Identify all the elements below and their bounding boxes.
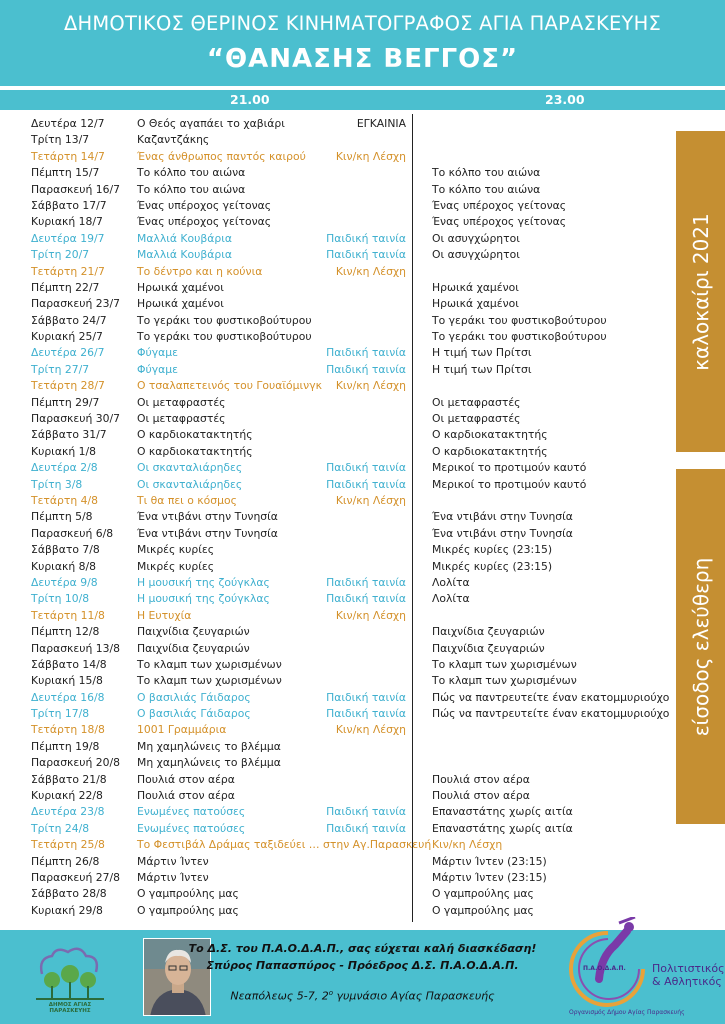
row-date: Κυριακή 29/8	[31, 903, 103, 917]
row-date: Κυριακή 18/7	[31, 215, 103, 229]
row-movie-2100: Ενωμένες πατούσες	[137, 821, 246, 835]
row-movie-2100: Καζαντζάκης	[137, 133, 210, 147]
row-movie-2100: Οι μεταφραστές	[137, 412, 226, 426]
row-movie-2100: Φύγαμε	[137, 346, 178, 360]
row-category-tag: Κιν/κη Λέσχη	[335, 493, 406, 507]
municipality-logo-label: ΔΗΜΟΣ ΑΓΙΑΣ ΠΑΡΑΣΚΕΥΗΣ	[48, 1002, 92, 1014]
row-movie-2100: Μη χαμηλώνεις το βλέμμα	[137, 739, 281, 753]
schedule-row	[0, 247, 680, 263]
row-movie-2300: Ηρωικά χαμένοι	[432, 280, 519, 294]
row-date: Κυριακή 25/7	[31, 330, 103, 344]
schedule-row	[0, 427, 680, 443]
schedule-row	[0, 837, 680, 853]
row-movie-2300: Οι ασυγχώρητοι	[432, 231, 520, 245]
row-movie-2100: Ο καρδιοκατακτητής	[137, 444, 253, 458]
row-date: Πέμπτη 22/7	[31, 280, 100, 294]
schedule-row	[0, 378, 680, 394]
row-movie-2300: Το κόλπο του αιώνα	[432, 166, 541, 180]
row-category-tag: Παιδική ταινία	[326, 575, 406, 589]
row-movie-2300: Λολίτα	[432, 575, 470, 589]
row-movie-2100: Το κόλπο του αιώνα	[137, 182, 246, 196]
schedule-row	[0, 132, 680, 148]
row-date: Παρασκευή 23/7	[31, 297, 121, 311]
row-movie-2100: 1001 Γραμμάρια	[137, 723, 227, 737]
venue-address: Νεαπόλεως 5-7, $2^o$ γυμνάσιο Αγίας Παρασκευής	[230, 989, 495, 1003]
row-movie-2300: Η τιμή των Πρίτσι	[432, 362, 532, 376]
row-movie-2100: Μαλλιά Κουβάρια	[137, 231, 232, 245]
row-date: Τρίτη 13/7	[31, 133, 90, 147]
row-date: Δευτέρα 12/7	[31, 117, 105, 130]
schedule-row	[0, 460, 680, 476]
row-movie-2300: Κιν/κη Λέσχη	[432, 838, 503, 852]
row-date: Δευτέρα 16/8	[31, 690, 105, 704]
row-movie-2300: Ο καρδιοκατακτητής	[432, 444, 548, 458]
row-movie-2100: Το δέντρο και η κούνια	[137, 264, 263, 278]
row-movie-2100: Ο γαμπρούλης μας	[137, 887, 239, 901]
row-movie-2100: Ο Θεός αγαπάει το χαβιάρι	[137, 117, 285, 130]
greeting-text: Το Δ.Σ. του Π.Α.Ο.Δ.Α.Π., σας εύχεται καλή διασκέδαση!	[188, 942, 537, 955]
schedule-row	[0, 526, 680, 542]
row-movie-2100: Ο τσαλαπετεινός του Γουαϊόμινγκ	[137, 379, 322, 393]
row-category-tag: Παιδική ταινία	[326, 805, 406, 819]
row-movie-2100: Παιχνίδια ζευγαριών	[137, 625, 250, 639]
schedule-row	[0, 641, 680, 657]
row-movie-2100: Το Φεστιβάλ Δράμας ταξιδεύει … στην Αγ.Παρασκευή	[137, 838, 432, 852]
row-category-tag: Παιδική ταινία	[326, 477, 406, 491]
row-movie-2100: Το γεράκι του φυστικοβούτυρου	[137, 330, 312, 344]
row-category-tag: Παιδική ταινία	[326, 461, 406, 475]
schedule-row	[0, 821, 680, 837]
row-category-tag: Παιδική ταινία	[326, 362, 406, 376]
row-category-tag: Παιδική ταινία	[326, 707, 406, 721]
schedule-row	[0, 329, 680, 345]
paodap-name-line2: & Αθλητικός	[652, 975, 722, 988]
season-banner	[676, 131, 725, 452]
row-movie-2100: Ενωμένες πατούσες	[137, 805, 246, 819]
row-movie-2300: Το κλαμπ των χωρισμένων	[432, 657, 577, 671]
row-category-tag: Παιδική ταινία	[326, 231, 406, 245]
row-movie-2100: Μικρές κυρίες	[137, 559, 215, 573]
schedule-row	[0, 116, 680, 132]
schedule-row	[0, 624, 680, 640]
schedule-row	[0, 886, 680, 902]
schedule-row	[0, 149, 680, 165]
row-date: Πέμπτη 5/8	[31, 510, 93, 524]
row-movie-2100: Το κόλπο του αιώνα	[137, 166, 246, 180]
row-movie-2300: Ένας υπέροχος γείτονας	[432, 198, 567, 212]
free-entry-label: είσοδος ελεύθερη	[688, 557, 713, 736]
row-date: Πέμπτη 26/8	[31, 854, 100, 868]
row-movie-2100: Ένας άνθρωπος παντός καιρού	[137, 149, 306, 163]
row-movie-2100: Το κλαμπ των χωρισμένων	[137, 674, 282, 688]
row-movie-2300: Μερικοί το προτιμούν καυτό	[432, 461, 587, 475]
schedule-row	[0, 608, 680, 624]
row-movie-2100: Ο βασιλιάς Γάιδαρος	[137, 707, 251, 721]
schedule-row	[0, 706, 680, 722]
row-movie-2300: Ο καρδιοκατακτητής	[432, 428, 548, 442]
row-date: Τετάρτη 28/7	[31, 379, 105, 393]
row-date: Τρίτη 24/8	[31, 821, 90, 835]
row-date: Πέμπτη 15/7	[31, 166, 100, 180]
schedule-row	[0, 182, 680, 198]
schedule-row	[0, 165, 680, 181]
row-date: Τρίτη 20/7	[31, 248, 90, 262]
season-label: καλοκαίρι 2021	[688, 212, 713, 371]
row-category-tag: Κιν/κη Λέσχη	[335, 264, 406, 278]
row-movie-2300: Λολίτα	[432, 592, 470, 606]
schedule-row	[0, 493, 680, 509]
row-movie-2300: Ηρωικά χαμένοι	[432, 297, 519, 311]
row-category-tag: Κιν/κη Λέσχη	[335, 149, 406, 163]
cinema-title: ΔΗΜΟΤΙΚΟΣ ΘΕΡΙΝΟΣ ΚΙΝΗΜΑΤΟΓΡΑΦΟΣ ΑΓΙΑ ΠΑΡΑΣΚΕΥΗΣ	[63, 12, 662, 35]
schedule-row	[0, 854, 680, 870]
showtime-early: 21.00	[230, 92, 270, 107]
schedule-row	[0, 280, 680, 296]
row-movie-2100: Το κλαμπ των χωρισμένων	[137, 657, 282, 671]
row-movie-2100: Η μουσική της ζούγκλας	[137, 575, 270, 589]
row-movie-2300: Πώς να παντρευτείτε έναν εκατομμυριούχο	[432, 690, 670, 704]
schedule-row	[0, 296, 680, 312]
row-movie-2100: Ένας υπέροχος γείτονας	[137, 198, 272, 212]
row-movie-2100: Τι θα πει ο κόσμος	[137, 493, 237, 507]
row-date: Τρίτη 3/8	[31, 477, 83, 491]
row-date: Κυριακή 8/8	[31, 559, 96, 573]
row-movie-2300: Ένα ντιβάνι στην Τυνησία	[432, 510, 573, 524]
row-category-tag: Κιν/κη Λέσχη	[335, 723, 406, 737]
row-movie-2300: Μάρτιν Ίντεν (23:15)	[432, 870, 547, 884]
row-category-tag: Παιδική ταινία	[326, 592, 406, 606]
row-date: Τετάρτη 11/8	[31, 608, 105, 622]
paodap-emblem-icon	[569, 917, 647, 1009]
row-movie-2100: Η μουσική της ζούγκλας	[137, 592, 270, 606]
row-movie-2100: Οι σκανταλιάρηδες	[137, 477, 243, 491]
schedule-row	[0, 444, 680, 460]
row-date: Σάββατο 17/7	[31, 198, 107, 212]
schedule-row	[0, 477, 680, 493]
paodap-abbreviation: Π.Α.Ο.Δ.Α.Π.	[583, 965, 626, 972]
schedule-row	[0, 231, 680, 247]
schedule-row	[0, 542, 680, 558]
row-date: Τετάρτη 25/8	[31, 838, 105, 852]
row-movie-2300: Ο γαμπρούλης μας	[432, 887, 534, 901]
paodap-name-line1: Πολιτιστικός	[652, 962, 725, 975]
schedule-row	[0, 690, 680, 706]
row-movie-2300: Παιχνίδια ζευγαριών	[432, 625, 545, 639]
row-movie-2100: Ένας υπέροχος γείτονας	[137, 215, 272, 229]
row-date: Παρασκευή 30/7	[31, 412, 121, 426]
row-category-tag: Παιδική ταινία	[326, 346, 406, 360]
row-date: Δευτέρα 9/8	[31, 575, 98, 589]
row-date: Σάββατο 24/7	[31, 313, 107, 327]
row-date: Πέμπτη 19/8	[31, 739, 100, 753]
row-movie-2100: Το γεράκι του φυστικοβούτυρου	[137, 313, 312, 327]
showtime-bar	[0, 90, 725, 110]
row-category-tag: Κιν/κη Λέσχη	[335, 379, 406, 393]
schedule-row	[0, 870, 680, 886]
president-credit: Σπύρος Παπασπύρος - Πρόεδρος Δ.Σ. Π.Α.Ο.Δ.Α.Π.	[206, 959, 519, 972]
cinema-name: “ΘΑΝΑΣΗΣ ΒΕΓΓΟΣ”	[206, 44, 519, 74]
row-movie-2300: Παιχνίδια ζευγαριών	[432, 641, 545, 655]
row-movie-2300: Ένας υπέροχος γείτονας	[432, 215, 567, 229]
schedule-row	[0, 395, 680, 411]
row-date: Παρασκευή 27/8	[31, 870, 121, 884]
schedule-row	[0, 214, 680, 230]
row-movie-2300: Μικρές κυρίες (23:15)	[432, 543, 553, 557]
row-date: Κυριακή 15/8	[31, 674, 103, 688]
row-movie-2100: Ηρωικά χαμένοι	[137, 280, 224, 294]
row-date: Παρασκευή 16/7	[31, 182, 121, 196]
row-date: Τετάρτη 18/8	[31, 723, 105, 737]
row-date: Παρασκευή 13/8	[31, 641, 121, 655]
row-movie-2100: Πουλιά στον αέρα	[137, 789, 235, 803]
row-date: Κυριακή 1/8	[31, 444, 96, 458]
row-movie-2300: Πώς να παντρευτείτε έναν εκατομμυριούχο	[432, 707, 670, 721]
row-movie-2100: Ο βασιλιάς Γάιδαρος	[137, 690, 251, 704]
row-date: Τετάρτη 21/7	[31, 264, 105, 278]
row-date: Δευτέρα 23/8	[31, 805, 105, 819]
row-movie-2100: Μάρτιν Ίντεν	[137, 870, 209, 884]
row-movie-2100: Μάρτιν Ίντεν	[137, 854, 209, 868]
row-movie-2300: Το κλαμπ των χωρισμένων	[432, 674, 577, 688]
row-movie-2300: Το γεράκι του φυστικοβούτυρου	[432, 330, 607, 344]
row-movie-2300: Μικρές κυρίες (23:15)	[432, 559, 553, 573]
row-date: Σάββατο 7/8	[31, 543, 100, 557]
schedule-row	[0, 722, 680, 738]
row-category-tag: Παιδική ταινία	[326, 690, 406, 704]
row-date: Τετάρτη 4/8	[31, 493, 99, 507]
row-movie-2100: Φύγαμε	[137, 362, 178, 376]
row-date: Πέμπτη 12/8	[31, 625, 100, 639]
row-movie-2300: Το γεράκι του φυστικοβούτυρου	[432, 313, 607, 327]
row-movie-2300: Επαναστάτης χωρίς αιτία	[432, 821, 573, 835]
row-date: Τρίτη 27/7	[31, 362, 90, 376]
row-movie-2300: Πουλιά στον αέρα	[432, 772, 530, 786]
schedule-row	[0, 411, 680, 427]
row-movie-2300: Οι μεταφραστές	[432, 412, 521, 426]
row-movie-2100: Ένα ντιβάνι στην Τυνησία	[137, 526, 278, 540]
row-movie-2300: Μάρτιν Ίντεν (23:15)	[432, 854, 547, 868]
schedule-row	[0, 755, 680, 771]
row-movie-2100: Ένα ντιβάνι στην Τυνησία	[137, 510, 278, 524]
row-movie-2100: Ο γαμπρούλης μας	[137, 903, 239, 917]
paodap-name-line3: Οργανισμός Δήμου Αγίας Παρασκευής	[569, 1009, 685, 1016]
row-date: Παρασκευή 6/8	[31, 526, 114, 540]
row-date: Δευτέρα 26/7	[31, 346, 105, 360]
row-date: Δευτέρα 2/8	[31, 461, 98, 475]
schedule-row	[0, 772, 680, 788]
row-category-tag: ΕΓΚΑΙΝΙΑ	[356, 117, 406, 130]
row-date: Τρίτη 10/8	[31, 592, 90, 606]
row-date: Τρίτη 17/8	[31, 707, 90, 721]
row-category-tag: Παιδική ταινία	[326, 821, 406, 835]
schedule-row	[0, 804, 680, 820]
row-movie-2100: Η Ευτυχία	[137, 608, 192, 622]
row-movie-2100: Μη χαμηλώνεις το βλέμμα	[137, 756, 281, 770]
schedule-row	[0, 362, 680, 378]
row-movie-2100: Ο καρδιοκατακτητής	[137, 428, 253, 442]
row-date: Σάββατο 21/8	[31, 772, 107, 786]
schedule-row	[0, 559, 680, 575]
row-date: Σάββατο 28/8	[31, 887, 107, 901]
schedule-row	[0, 313, 680, 329]
header-banner	[0, 0, 725, 86]
schedule-list	[0, 116, 680, 919]
row-date: Σάββατο 14/8	[31, 657, 107, 671]
schedule-row	[0, 657, 680, 673]
row-movie-2100: Οι σκανταλιάρηδες	[137, 461, 243, 475]
paodap-logo	[565, 905, 725, 1024]
row-movie-2300: Επαναστάτης χωρίς αιτία	[432, 805, 573, 819]
schedule-row	[0, 345, 680, 361]
row-movie-2100: Πουλιά στον αέρα	[137, 772, 235, 786]
row-movie-2300: Μερικοί το προτιμούν καυτό	[432, 477, 587, 491]
row-category-tag: Κιν/κη Λέσχη	[335, 608, 406, 622]
row-movie-2300: Πουλιά στον αέρα	[432, 789, 530, 803]
schedule-row	[0, 591, 680, 607]
row-movie-2300: Οι μεταφραστές	[432, 395, 521, 409]
schedule-row	[0, 673, 680, 689]
schedule-row	[0, 509, 680, 525]
row-date: Τετάρτη 14/7	[31, 149, 105, 163]
row-date: Σάββατο 31/7	[31, 428, 107, 442]
row-movie-2300: Ο γαμπρούλης μας	[432, 903, 534, 917]
row-movie-2300: Η τιμή των Πρίτσι	[432, 346, 532, 360]
schedule-row	[0, 739, 680, 755]
row-category-tag: Παιδική ταινία	[326, 248, 406, 262]
row-movie-2300: Οι ασυγχώρητοι	[432, 248, 520, 262]
row-date: Κυριακή 22/8	[31, 789, 103, 803]
row-date: Παρασκευή 20/8	[31, 756, 121, 770]
row-movie-2300: Το κόλπο του αιώνα	[432, 182, 541, 196]
entry-banner	[676, 469, 725, 824]
row-movie-2100: Μαλλιά Κουβάρια	[137, 248, 232, 262]
row-movie-2100: Οι μεταφραστές	[137, 395, 226, 409]
row-date: Δευτέρα 19/7	[31, 231, 105, 245]
showtime-late: 23.00	[545, 92, 585, 107]
row-movie-2100: Μικρές κυρίες	[137, 543, 215, 557]
schedule-row	[0, 788, 680, 804]
schedule-row	[0, 575, 680, 591]
row-movie-2100: Παιχνίδια ζευγαριών	[137, 641, 250, 655]
schedule-row	[0, 264, 680, 280]
row-movie-2100: Ηρωικά χαμένοι	[137, 297, 224, 311]
row-movie-2300: Ένα ντιβάνι στην Τυνησία	[432, 526, 573, 540]
row-date: Πέμπτη 29/7	[31, 395, 100, 409]
schedule-row	[0, 198, 680, 214]
